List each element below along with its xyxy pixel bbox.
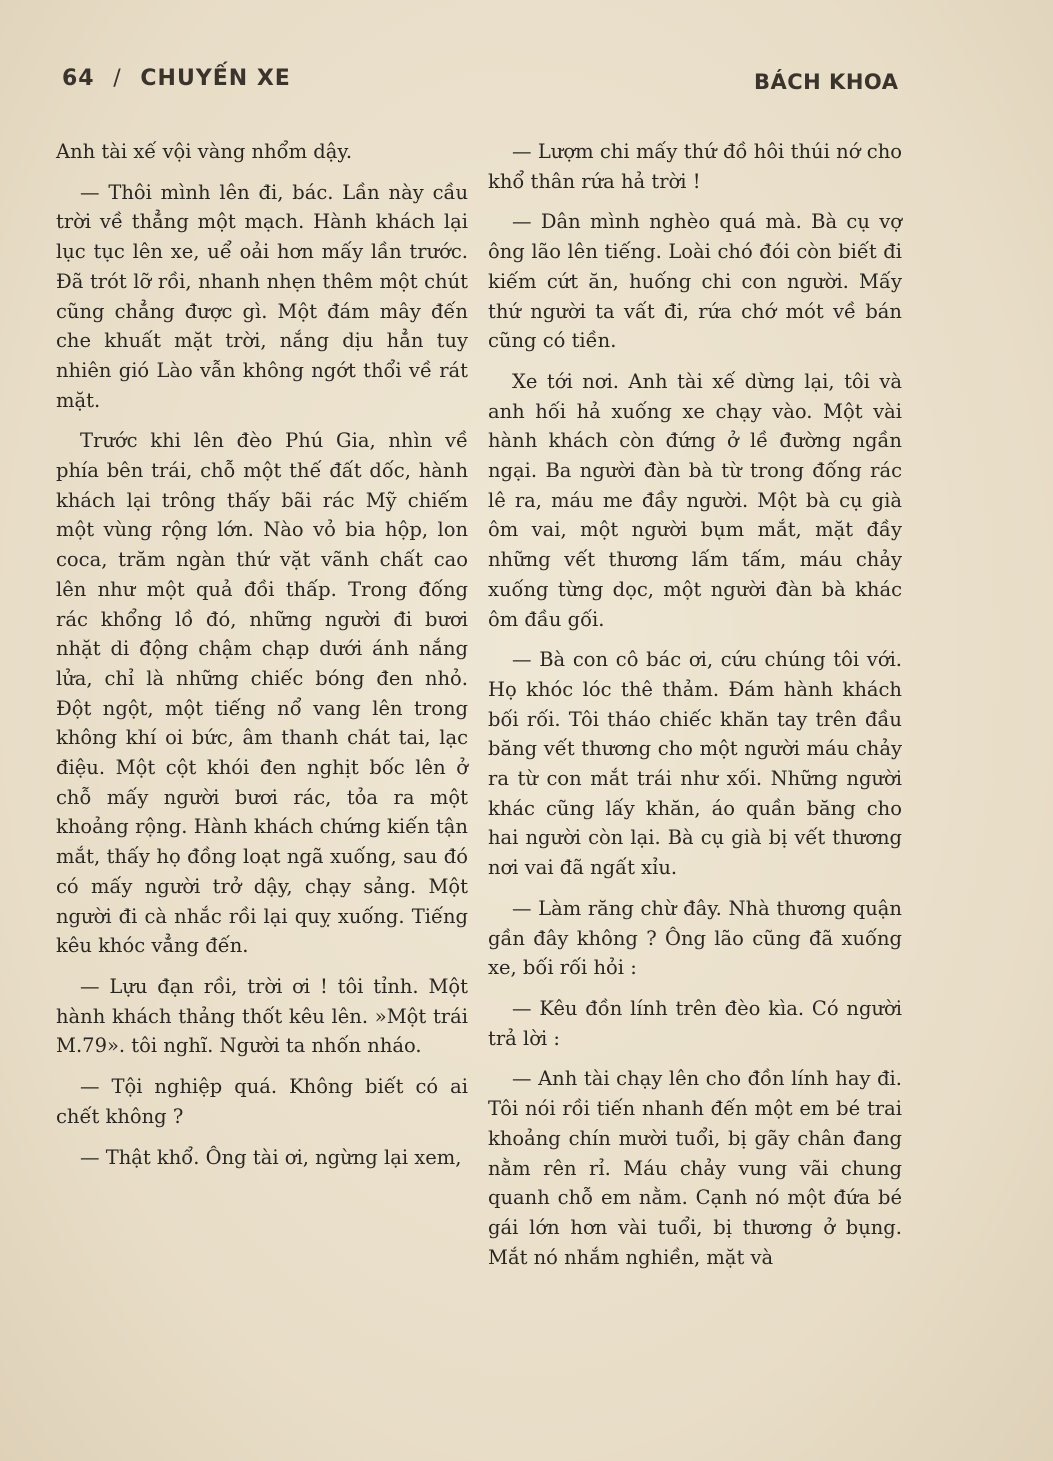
paragraph: — Thôi mình lên đi, bác. Lần này cầu trời về thẳng một mạch. Hành khách lại lục tục lên xe, uể oải hơn mấy lần trước. Đã trót lỡ rồi, nhanh nhẹn thêm một chút cũng chẳng được gì. Một đám mây đến che khuất mặt trời, nắng dịu hẳn tuy nhiên gió Lào vẫn không ngớt thổi về rát mặt. <box>56 180 468 412</box>
paragraph: Trước khi lên đèo Phú Gia, nhìn về phía bên trái, chỗ một thế đất dốc, hành khách lại trông thấy bãi rác Mỹ chiếm một vùng rộng lớn. Nào vỏ bia hộp, lon coca, trăm ngàn thứ vặt vãnh chất cao lên như một quả đồi thấp. Trong đống rác khổng lồ đó, những người đi bươi nhặt di động chậm chạp dưới ánh nắng lửa, chỉ là những chiếc bóng đen nhỏ. Đột ngột, một tiếng nổ vang lên trong không khí oi bức, âm thanh chát tai, lạc điệu. Một cột khói đen nghịt bốc lên ở chỗ mấy người bươi rác, tỏa ra một khoảng rộng. Hành khách chứng kiến tận mắt, thấy họ đồng loạt ngã xuống, sau đó có mấy người trở dậy, chạy sảng. Một người đi cà nhắc rồi lại quỵ xuống. Tiếng kêu khóc vẳng đến. <box>56 429 468 958</box>
right-column <box>488 137 902 1283</box>
page-number: 64 <box>62 66 95 91</box>
paragraph: — Anh tài chạy lên cho đồn lính hay đi. Tôi nói rồi tiến nhanh đến một em bé trai khoảng chín mười tuổi, bị gãy chân đang nằm rên rỉ. Máu chảy vung vãi chung quanh chỗ em nằm. Cạnh nó một đứa bé gái lớn hơn vài tuổi, bị thương ở bụng. Mắt nó nhắm nghiền, mặt và <box>488 1067 902 1269</box>
paragraph: — Làm răng chừ đây. Nhà thương quận gần đây không ? Ông lão cũng đã xuống xe, bối rối hỏi : <box>488 896 902 980</box>
paragraph: — Tội nghiệp quá. Không biết có ai chết không ? <box>56 1075 468 1128</box>
section-title: CHUYẾN XE <box>140 66 291 91</box>
paragraph: Xe tới nơi. Anh tài xế dừng lại, tôi và anh hối hả xuống xe chạy vào. Một vài hành khách còn đứng ở lề đường ngần ngại. Ba người đàn bà từ trong đống rác lê ra, máu me đầy người. Một bà cụ già ôm vai, một người bụm mắt, mặt đầy những vết thương lấm tấm, máu chảy xuống từng dọc, một người đàn bà khác ôm đầu gối. <box>488 369 902 631</box>
paragraph: Anh tài xế vội vàng nhổm dậy. <box>56 140 353 163</box>
header-left <box>62 66 291 91</box>
paragraph: — Kêu đồn lính trên đèo kìa. Có người trả lời : <box>488 996 902 1050</box>
header-separator: / <box>113 66 122 91</box>
paragraph: — Lựu đạn rồi, trời ơi ! tôi tỉnh. Một hành khách thảng thốt kêu lên. »Một trái M.79». tôi nghĩ. Người ta nhốn nháo. <box>56 974 468 1058</box>
paragraph: — Thật khổ. Ông tài ơi, ngừng lại xem, <box>80 1145 462 1169</box>
page-header <box>0 66 1053 102</box>
paragraph: — Dân mình nghèo quá mà. Bà cụ vợ ông lão lên tiếng. Loài chó đói còn biết đi kiếm cứt ăn, huống chi con người. Mấy thứ người ta vất đi, rứa chớ mót về bán cũng có tiền. <box>488 210 902 353</box>
left-column <box>56 137 468 1183</box>
magazine-title: BÁCH KHOA <box>754 70 899 94</box>
paragraph: — Bà con cô bác ơi, cứu chúng tôi với. Họ khóc lóc thê thảm. Đám hành khách bối rối. Tôi tháo chiếc khăn tay trên đầu băng vết thương cho một người máu chảy ra từ con mắt trái như xối. Những người khác cũng lấy khăn, áo quần băng cho hai người còn lại. Bà cụ già bị vết thương nơi vai đã ngất xỉu. <box>488 648 902 880</box>
paragraph: — Lượm chi mấy thứ đồ hôi thúi nớ cho khổ thân rứa hả trời ! <box>488 140 902 193</box>
